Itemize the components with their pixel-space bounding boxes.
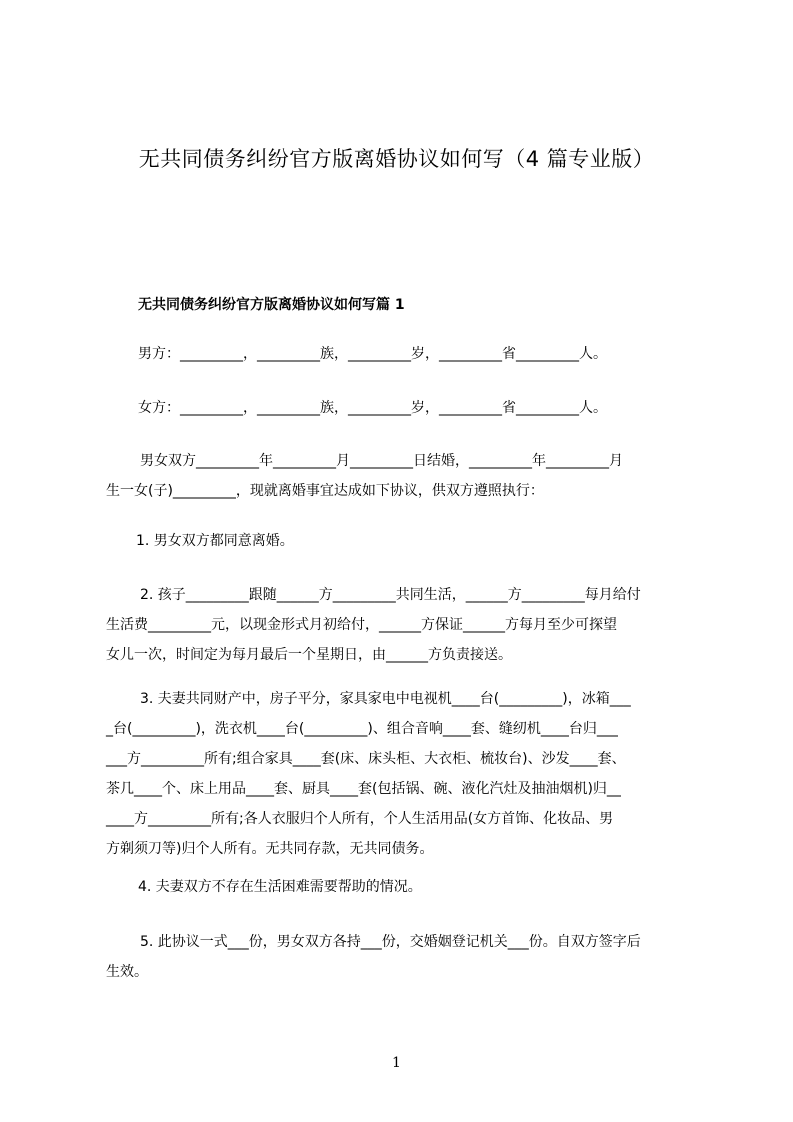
text-line: 3. 夫妻共同财产中，房子平分，家具家电中电视机____台(_________)，冰箱___ — [140, 691, 631, 707]
text-line: _台(_________)，洗衣机____台(_________)、组合音响____套、缝纫机____台归___ — [106, 721, 618, 737]
text-line: 茶几____个、床上用品____套、厨具____套(包括锅、碗、液化汽灶及抽油烟机)归__ — [106, 781, 621, 797]
text-line: 女方：_________，_________族，_________岁，_________省_________人。 — [138, 400, 607, 416]
text-line: 1. 男女双方都同意离婚。 — [136, 533, 294, 549]
text-line: 生一女(子)_________，现就离婚事宜达成如下协议，供双方遵照执行： — [106, 483, 544, 499]
clause-5 — [106, 927, 700, 987]
clause-3 — [106, 684, 700, 864]
text-line: 男女双方_________年_________月_________日结婚，_________年_________月 — [140, 453, 623, 469]
text-line: 4. 夫妻双方不存在生活困难需要帮助的情况。 — [138, 879, 422, 895]
text-line: 生效。 — [106, 964, 148, 980]
text-line: ___方_________所有;组合家具____套(床、床头柜、大衣柜、梳妆台)、沙发____套、 — [106, 751, 626, 767]
document-title: 无共同债务纠纷官方版离婚协议如何写（4 篇专业版） — [138, 147, 655, 171]
clause-4 — [106, 872, 700, 902]
paragraph-husband-info — [106, 339, 700, 369]
section-title: 无共同债务纠纷官方版离婚协议如何写篇 1 — [138, 297, 405, 313]
paragraph-marriage-info — [106, 446, 700, 506]
paragraph-wife-info — [106, 393, 700, 423]
clause-2 — [106, 580, 700, 670]
text-line: 2. 孩子_________跟随______方_________共同生活，______方_________每月给付 — [140, 587, 641, 603]
text-line: 女儿一次，时间定为每月最后一个星期日，由______方负责接送。 — [106, 647, 512, 663]
text-line: 男方：_________，_________族，_________岁，_________省_________人。 — [138, 346, 607, 362]
text-line: ____方_________所有;各人衣服归个人所有，个人生活用品(女方首饰、化妆品、男 — [106, 811, 614, 827]
text-line: 方剃须刀等)归个人所有。无共同存款，无共同债务。 — [106, 841, 434, 857]
clause-1 — [106, 526, 700, 556]
text-line: 生活费_________元，以现金形式月初给付，______方保证______方每月至少可探望 — [106, 617, 617, 633]
page-number: 1 — [392, 1055, 401, 1071]
text-line: 5. 此协议一式___份，男女双方各持___份，交婚姻登记机关___份。自双方签字后 — [140, 934, 641, 950]
